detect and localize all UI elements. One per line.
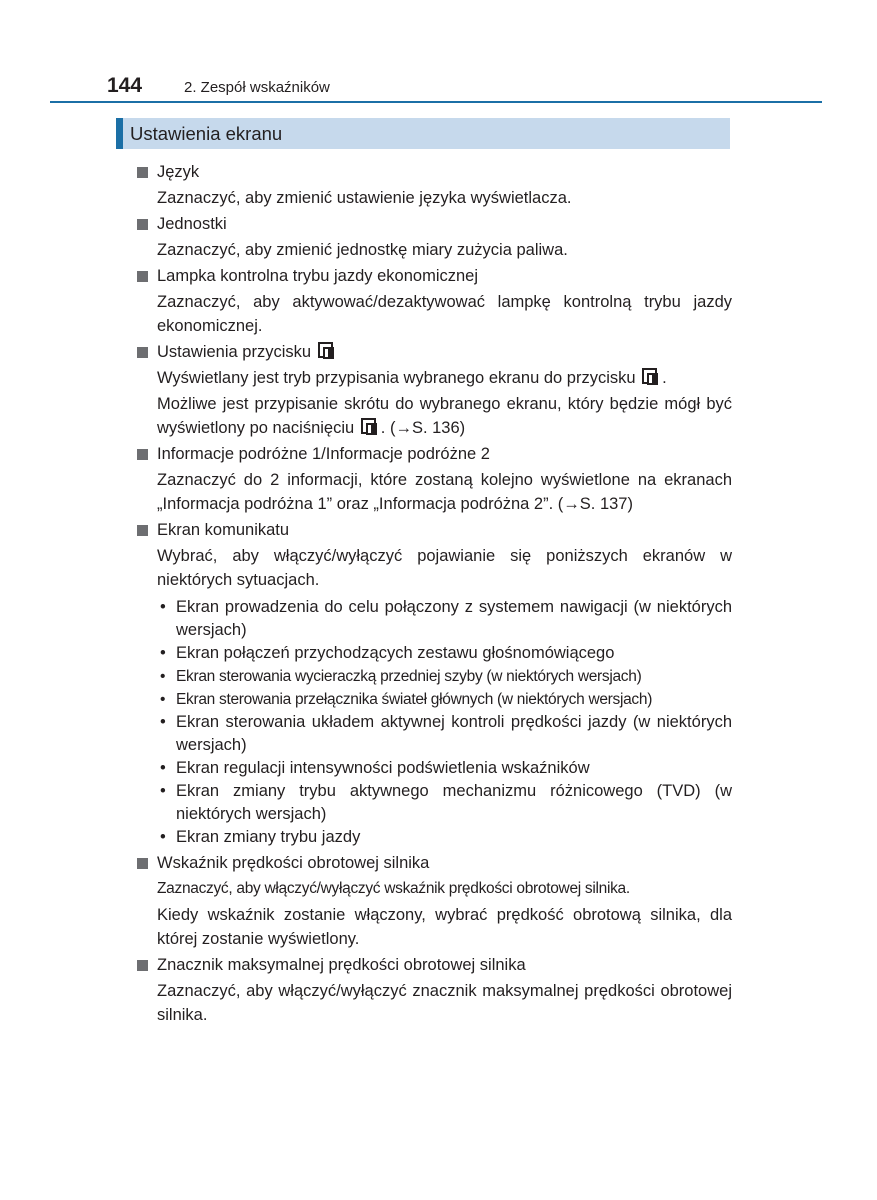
list-item: • Ekran zmiany trybu jazdy (160, 828, 361, 846)
square-bullet-icon (137, 347, 148, 358)
item-desc-trip-info: Zaznaczyć do 2 informacji, które zostaną kolejno wyświetlone na ekranach „Informacja podróżna 1” oraz „Informacja podróżna 2”. (→S. 137) (157, 471, 732, 513)
list-item: • Ekran sterowania układem aktywnej kontroli prędkości jazdy (w niektórych wersjach) (160, 713, 732, 754)
item-heading-message-screen: Ekran komunikatu (136, 518, 732, 542)
list-item: • Ekran zmiany trybu aktywnego mechanizmu różnicowego (TVD) (w niektórych wersjach) (160, 782, 732, 823)
message-screen-list (136, 596, 732, 849)
square-bullet-icon (137, 167, 148, 178)
list-item: • Ekran prowadzenia do celu połączony z systemem nawigacji (w niektórych wersjach) (160, 598, 732, 639)
item-desc-eco-indicator: Zaznaczyć, aby aktywować/dezaktywować lampkę kontrolną trybu jazdy ekonomicznej. (157, 293, 732, 335)
list-item: • Ekran regulacji intensywności podświetlenia wskaźników (160, 759, 590, 777)
list-item: • Ekran połączeń przychodzących zestawu głośnomówiącego (160, 644, 615, 662)
square-bullet-icon (137, 960, 148, 971)
page-header (50, 74, 822, 104)
square-bullet-icon (137, 449, 148, 460)
item-desc-max-rpm-marker: Zaznaczyć, aby włączyć/wyłączyć znacznik maksymalnej prędkości obrotowej silnika. (157, 982, 732, 1024)
display-button-icon (361, 418, 379, 436)
chapter-title: 2. Zespół wskaźników (184, 79, 330, 96)
item-heading-units: Jednostki (136, 212, 732, 236)
list-item: • Ekran sterowania przełącznika świateł głównych (w niektórych wersjach) (160, 691, 653, 708)
item-heading-trip-info: Informacje podróżne 1/Informacje podróżne 2 (136, 442, 732, 466)
section-heading-bar (116, 118, 730, 149)
item-desc-tachometer: Zaznaczyć, aby włączyć/wyłączyć wskaźnik prędkości obrotowej silnika. Kiedy wskaźnik zostanie włączony, wybrać prędkość obrotową silnika, dla której zostanie wyświetlony. (157, 880, 732, 948)
header-rule (50, 101, 822, 103)
section-accent (116, 118, 123, 149)
item-desc-language: Zaznaczyć, aby zmienić ustawienie języka wyświetlacza. (157, 189, 572, 207)
item-desc-units: Zaznaczyć, aby zmienić jednostkę miary zużycia paliwa. (157, 241, 568, 259)
square-bullet-icon (137, 271, 148, 282)
item-desc-button-settings: Wyświetlany jest tryb przypisania wybranego ekranu do przycisku . Możliwe jest przypisanie skrótu do wybranego ekranu, który będzie mógł być wyświetlony po naciśnięciu . (→S. 136) (157, 369, 732, 437)
square-bullet-icon (137, 858, 148, 869)
display-button-icon (318, 342, 336, 360)
item-heading-eco-indicator: Lampka kontrolna trybu jazdy ekonomicznej (136, 264, 732, 288)
square-bullet-icon (137, 525, 148, 536)
item-heading-tachometer: Wskaźnik prędkości obrotowej silnika (136, 851, 732, 875)
item-heading-max-rpm-marker: Znacznik maksymalnej prędkości obrotowej silnika (136, 953, 732, 977)
item-heading-language: Język (136, 160, 732, 184)
display-button-icon (642, 368, 660, 386)
page-number: 144 (107, 74, 143, 97)
square-bullet-icon (137, 219, 148, 230)
section-title: Ustawienia ekranu (130, 123, 283, 144)
list-item: • Ekran sterowania wycieraczką przedniej szyby (w niektórych wersjach) (160, 668, 642, 685)
item-desc-message-screen: Wybrać, aby włączyć/wyłączyć pojawianie się poniższych ekranów w niektórych sytuacjach. (157, 547, 732, 589)
settings-list (136, 158, 732, 1027)
item-heading-button-settings: Ustawienia przycisku (136, 340, 732, 364)
